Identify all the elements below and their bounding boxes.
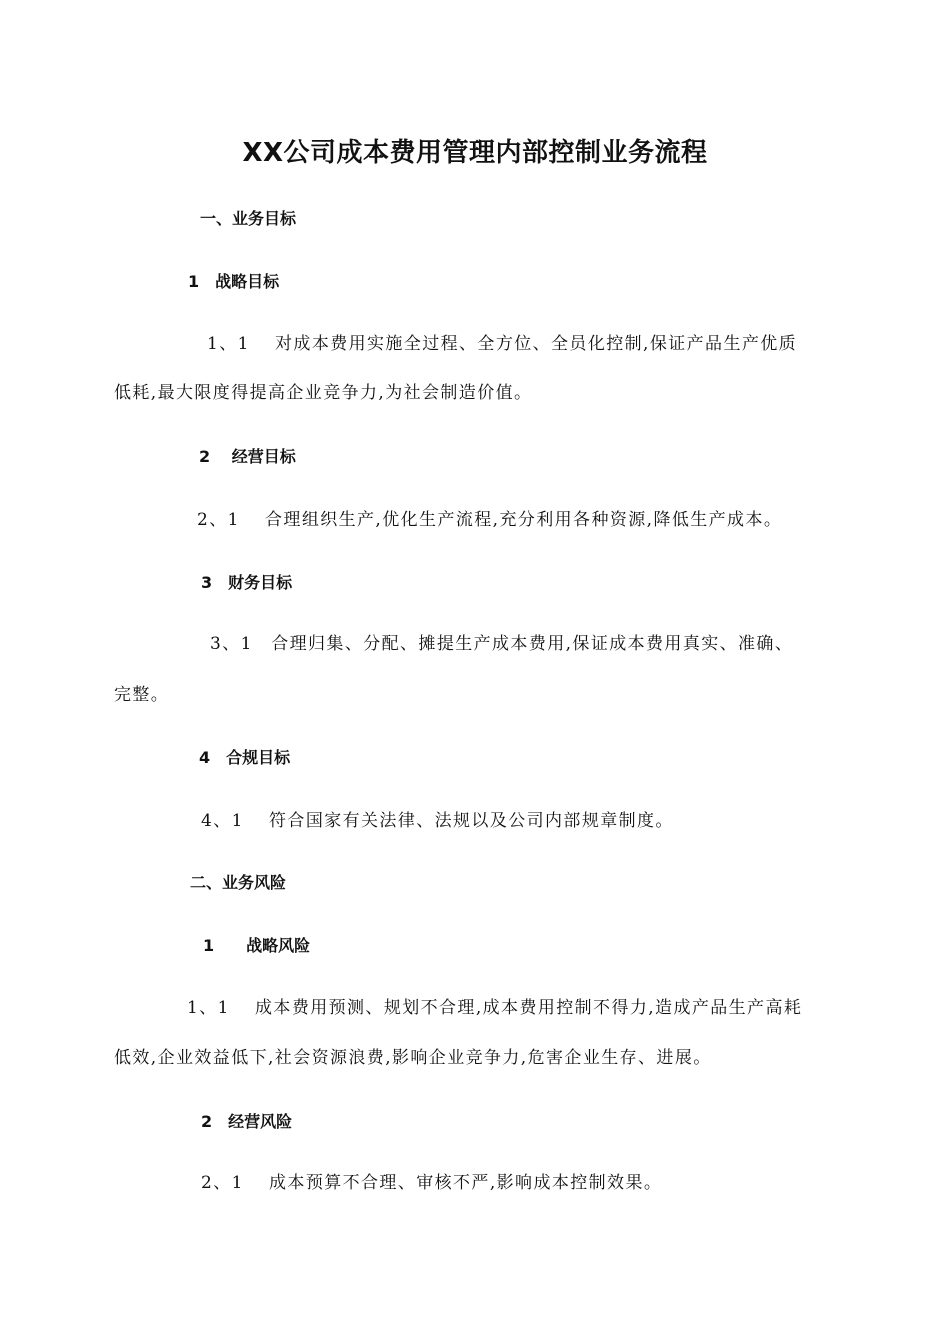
- paragraph-1-2: 2、1 合理组织生产,优化生产流程,充分利用各种资源,降低生产成本。: [197, 510, 783, 530]
- subsection-1-4-heading: 4 合规目标: [199, 748, 291, 767]
- section-1-heading: 一、业务目标: [200, 209, 297, 228]
- paragraph-2-2: 2、1 成本预算不合理、审核不严,影响成本控制效果。: [201, 1173, 663, 1193]
- paragraph-1-1-line-2: 低耗,最大限度得提高企业竞争力,为社会制造价值。: [114, 383, 533, 403]
- paragraph-2-1-line-1: 1、1 成本费用预测、规划不合理,成本费用控制不得力,造成产品生产高耗: [187, 998, 803, 1018]
- paragraph-1-4: 4、1 符合国家有关法律、法规以及公司内部规章制度。: [201, 811, 674, 831]
- document-title: XX公司成本费用管理内部控制业务流程: [242, 138, 708, 168]
- subsection-1-3-heading: 3 财务目标: [201, 573, 293, 592]
- paragraph-1-1-line-1: 1、1 对成本费用实施全过程、全方位、全员化控制,保证产品生产优质: [207, 334, 798, 354]
- subsection-2-2-heading: 2 经营风险: [201, 1112, 293, 1131]
- section-2-heading: 二、业务风险: [190, 873, 287, 892]
- subsection-1-1-heading: 1 战略目标: [188, 272, 280, 291]
- subsection-2-1-heading: 1 战略风险: [203, 936, 311, 955]
- paragraph-2-1-line-2: 低效,企业效益低下,社会资源浪费,影响企业竞争力,危害企业生存、进展。: [114, 1048, 712, 1068]
- paragraph-1-3-line-2: 完整。: [114, 685, 170, 705]
- subsection-1-2-heading: 2 经营目标: [199, 447, 296, 466]
- paragraph-1-3-line-1: 3、1 合理归集、分配、摊提生产成本费用,保证成本费用真实、准确、: [210, 634, 794, 654]
